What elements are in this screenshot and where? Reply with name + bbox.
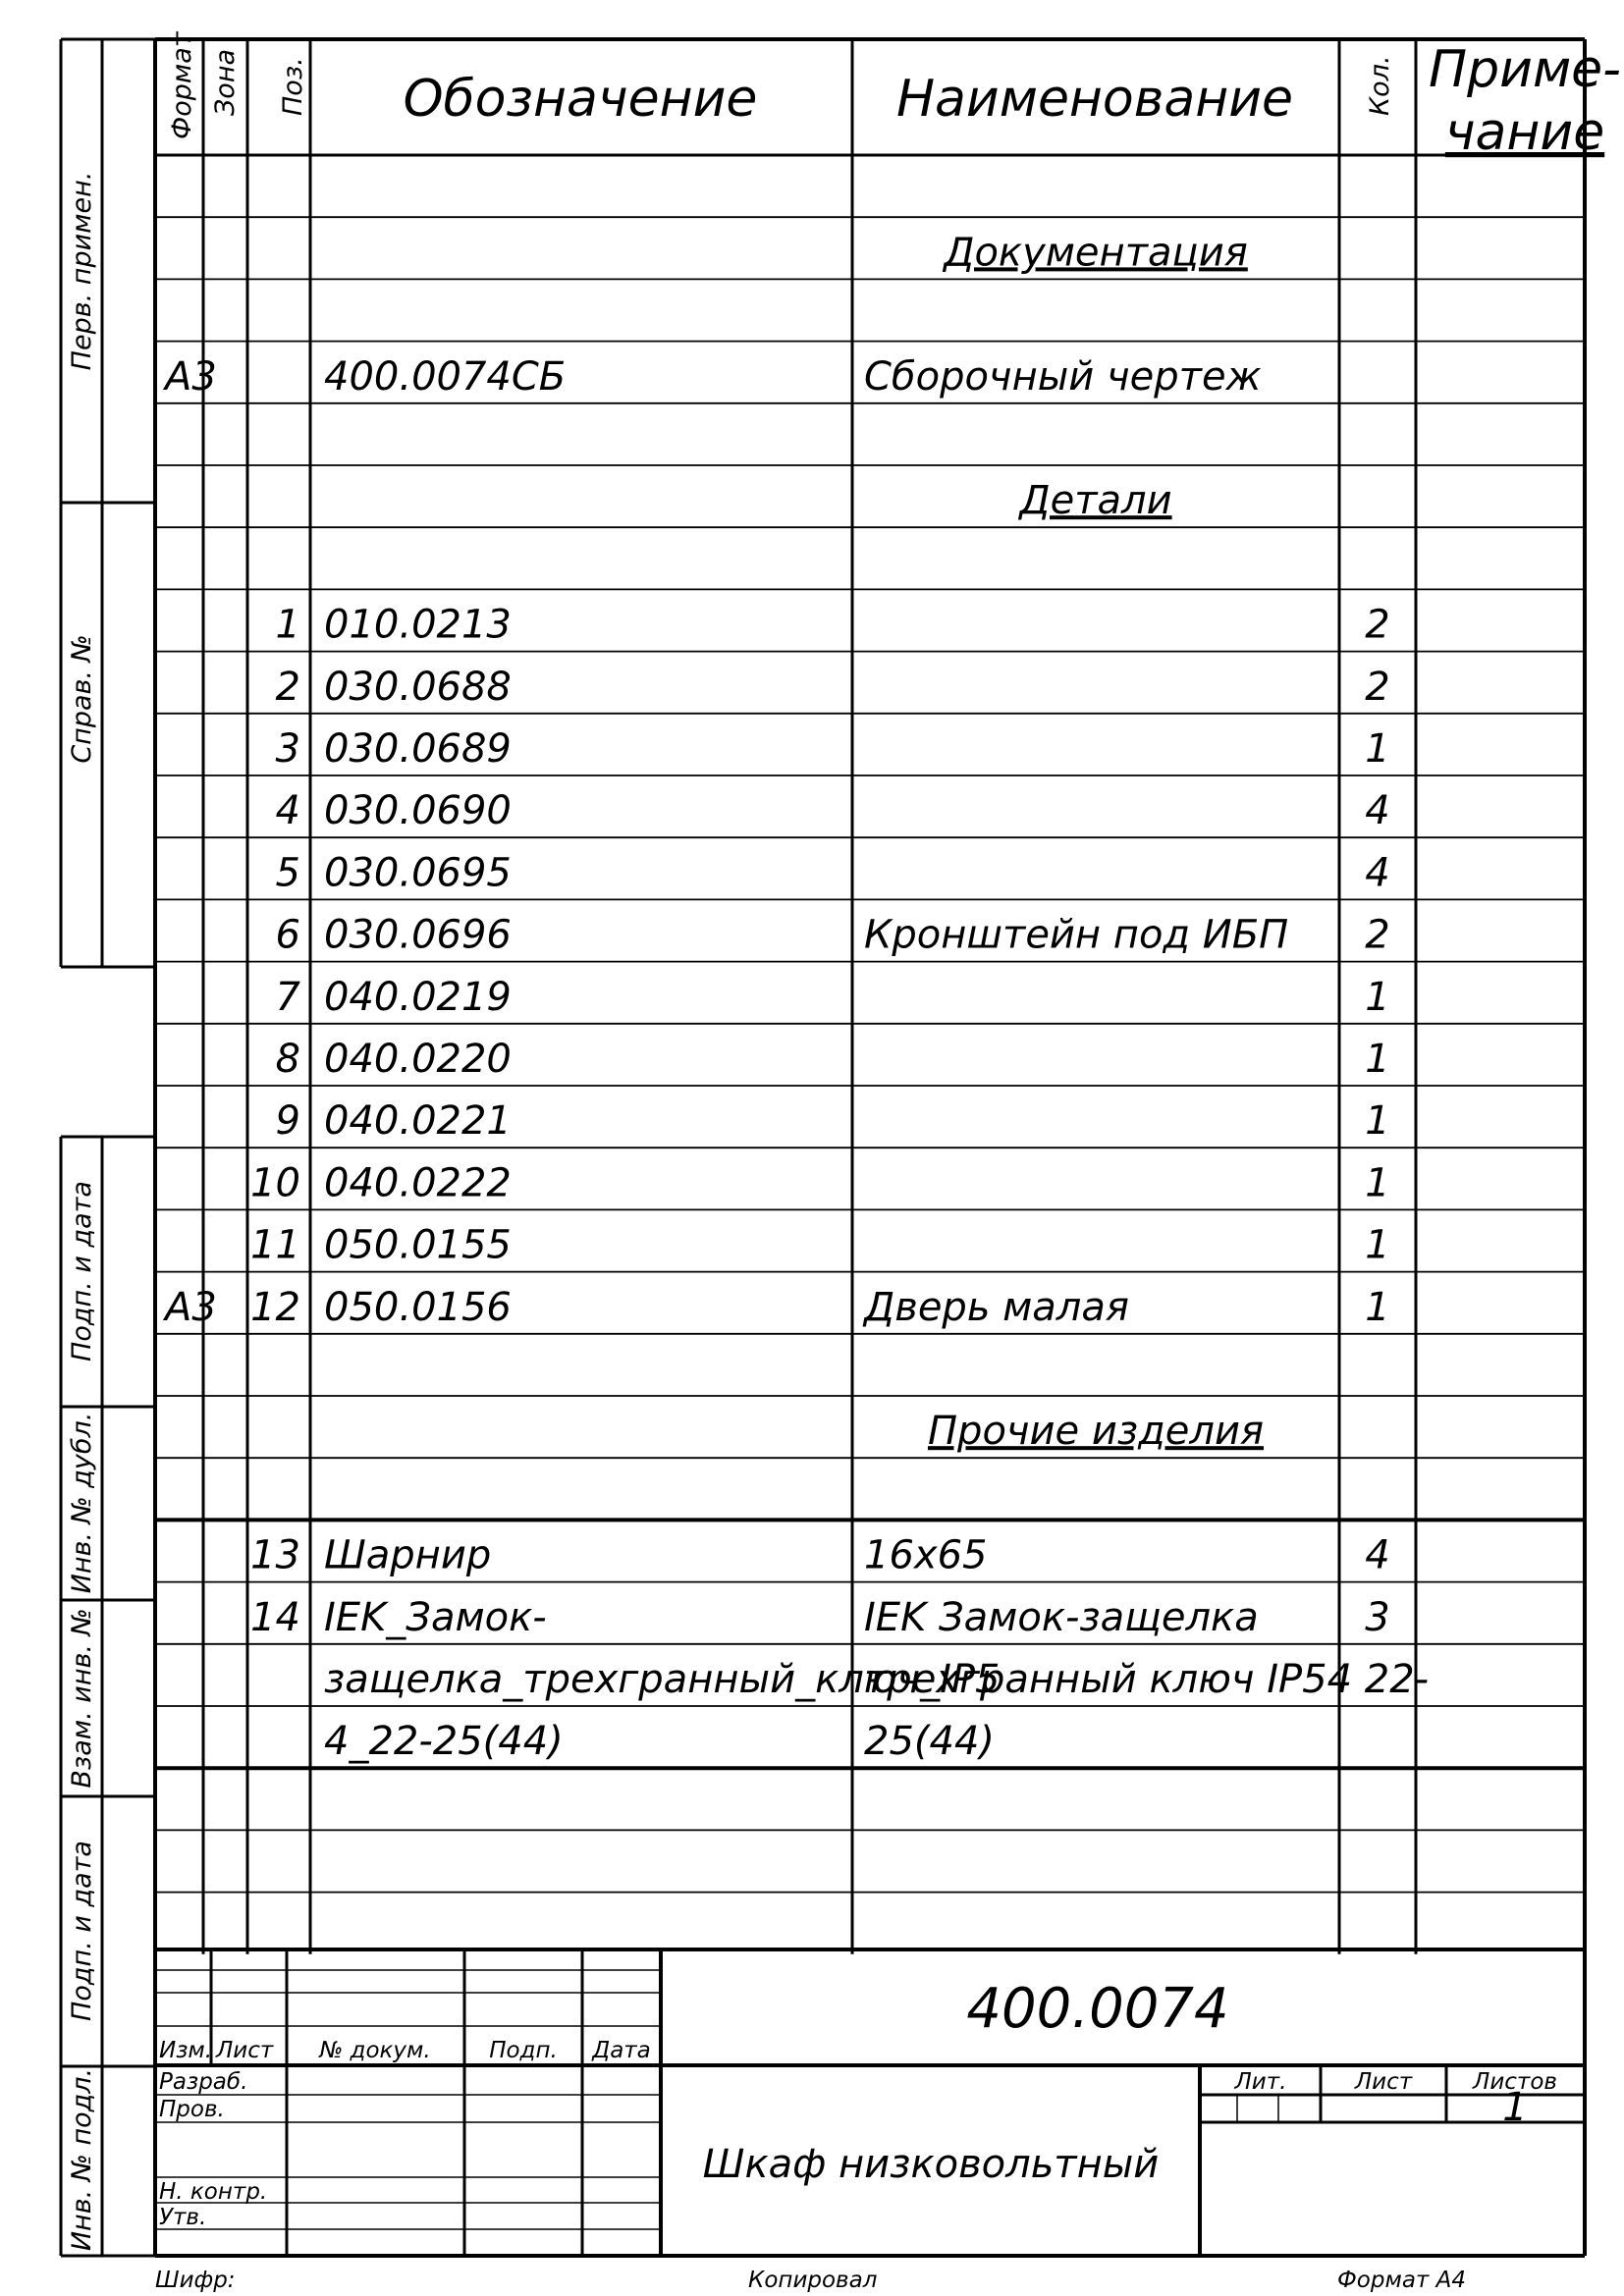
row-section-title: Детали — [1019, 478, 1172, 524]
row-pos: 6 — [275, 912, 300, 958]
row-designation: 400.0074СБ — [324, 353, 567, 400]
row-name: 25(44) — [864, 1719, 996, 1765]
row-designation: IEK_Замок- — [324, 1594, 547, 1640]
row-name: Кронштейн под ИБП — [864, 912, 1289, 958]
row-pos: 13 — [250, 1532, 300, 1578]
row-name: IEK Замок-защелка — [864, 1594, 1259, 1640]
row-name: Дверь малая — [864, 1284, 1129, 1330]
row-designation: 4_22-25(44) — [324, 1719, 564, 1765]
row-pos: 4 — [275, 788, 300, 834]
stamp-n-kontr: Н. контр. — [159, 2179, 268, 2205]
title-block-text — [159, 1977, 1557, 2230]
header-name: Наименование — [895, 70, 1294, 129]
header-designation: Обозначение — [403, 70, 758, 129]
stamp-listov-label: Листов — [1473, 2069, 1557, 2095]
stamp-title: Шкаф низковольтный — [702, 2142, 1160, 2187]
footer-format: Формат А4 — [1337, 2268, 1466, 2293]
row-qty: 1 — [1365, 1098, 1390, 1145]
stamp-podp: Подп. — [489, 2038, 558, 2063]
row-qty: 1 — [1365, 1160, 1390, 1206]
row-designation: 030.0688 — [324, 664, 512, 710]
row-designation: 040.0221 — [324, 1098, 512, 1145]
row-section-title: Прочие изделия — [927, 1409, 1265, 1455]
sheet-footer — [155, 2268, 1466, 2293]
row-pos: 9 — [275, 1098, 300, 1145]
stamp-data: Дата — [592, 2038, 651, 2063]
row-name: 16х65 — [864, 1532, 988, 1578]
row-pos: 3 — [275, 726, 300, 772]
row-qty: 1 — [1365, 1037, 1390, 1082]
row-designation: 010.0213 — [324, 602, 512, 648]
row-qty: 2 — [1365, 664, 1390, 710]
footer-shifr: Шифр: — [155, 2268, 236, 2293]
footer-kopiroval: Копировал — [748, 2268, 878, 2293]
stamp-razrab: Разраб. — [159, 2069, 248, 2095]
side-labels — [67, 172, 97, 2251]
row-pos: 12 — [250, 1284, 300, 1330]
row-name: трехгранный ключ IP54 22- — [864, 1657, 1430, 1702]
row-qty: 2 — [1365, 912, 1390, 958]
header-note-line1: Приме- — [1429, 40, 1621, 99]
table-rows — [162, 230, 1429, 1764]
row-qty: 1 — [1365, 726, 1390, 772]
row-section-title: Документация — [944, 230, 1248, 276]
row-designation: 030.0689 — [324, 726, 512, 772]
row-designation: 040.0222 — [324, 1160, 512, 1206]
row-designation: 030.0690 — [324, 788, 512, 834]
row-designation: 040.0220 — [324, 1037, 512, 1082]
side-label-inv-podl: Инв. № подл. — [67, 2067, 97, 2252]
row-designation: защелка_трехгранный_ключ_IP5 — [324, 1657, 1001, 1702]
header-format: Формат — [167, 31, 197, 139]
row-pos: 14 — [250, 1594, 300, 1640]
row-qty: 3 — [1365, 1594, 1390, 1640]
header-qty: Кол. — [1365, 55, 1395, 116]
stamp-list-label: Лист — [1354, 2069, 1413, 2095]
stamp-n-dokum: № докум. — [319, 2038, 431, 2063]
stamp-prov: Пров. — [159, 2097, 225, 2122]
row-format: А3 — [165, 353, 217, 400]
row-pos: 11 — [250, 1222, 300, 1268]
row-qty: 1 — [1365, 974, 1390, 1020]
stamp-designation: 400.0074 — [966, 1977, 1229, 2041]
row-designation: 040.0219 — [324, 974, 512, 1020]
stamp-listov-value: 1 — [1502, 2085, 1528, 2130]
side-label-perv-primen: Перв. примен. — [67, 171, 97, 371]
stamp-list: Лист — [216, 2038, 274, 2063]
stamp-utv: Утв. — [159, 2205, 207, 2230]
side-label-podp-data-2: Подп. и дата — [67, 1841, 97, 2021]
row-pos: 10 — [250, 1160, 300, 1206]
row-pos: 5 — [275, 850, 300, 896]
row-designation: 030.0696 — [324, 912, 512, 958]
row-pos: 2 — [275, 664, 300, 710]
side-label-inv-dubl: Инв. № дубл. — [67, 1412, 97, 1594]
stamp-lit: Лит. — [1234, 2069, 1287, 2095]
row-designation: 050.0156 — [324, 1284, 512, 1330]
stamp-izm: Изм. — [159, 2038, 213, 2063]
row-qty: 1 — [1365, 1222, 1390, 1268]
table-header — [167, 30, 1621, 162]
side-label-podp-data-1: Подп. и дата — [67, 1181, 97, 1362]
header-note-line2: чание — [1444, 103, 1605, 162]
row-format: А3 — [165, 1284, 217, 1330]
row-name: Сборочный чертеж — [864, 353, 1262, 400]
header-pos: Поз. — [278, 57, 308, 116]
row-qty: 1 — [1365, 1284, 1390, 1330]
row-designation: 050.0155 — [324, 1222, 512, 1268]
row-pos: 7 — [275, 974, 300, 1020]
row-designation: Шарнир — [324, 1532, 492, 1578]
row-designation: 030.0695 — [324, 850, 512, 896]
row-pos: 1 — [275, 602, 300, 648]
side-label-sprav-no: Справ. № — [67, 634, 97, 764]
row-pos: 8 — [275, 1037, 300, 1082]
row-qty: 4 — [1365, 850, 1390, 896]
row-qty: 4 — [1365, 1532, 1390, 1578]
row-qty: 4 — [1365, 788, 1390, 834]
row-qty: 2 — [1365, 602, 1390, 648]
side-label-vzam-inv: Взам. инв. № — [67, 1608, 97, 1789]
header-zone: Зона — [210, 48, 241, 116]
title-block-frame — [155, 1949, 1585, 2256]
